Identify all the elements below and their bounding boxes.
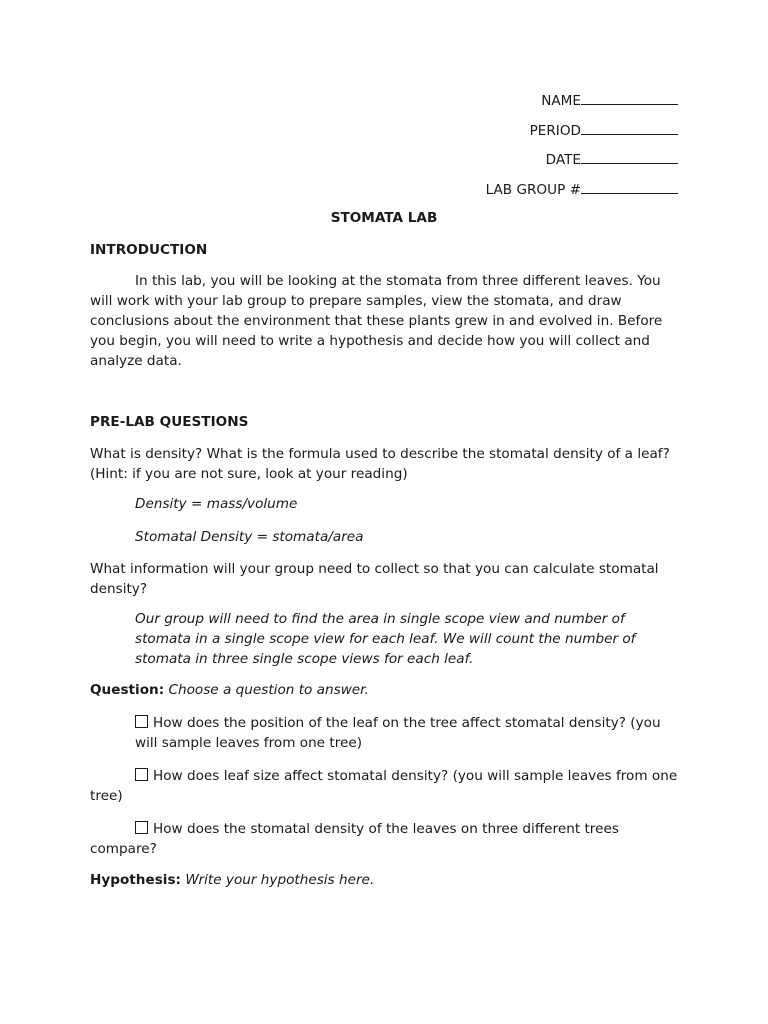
- question-prompt: Choose a question to answer.: [168, 682, 369, 698]
- checkbox-icon[interactable]: [135, 715, 148, 728]
- introduction-heading: INTRODUCTION: [90, 242, 208, 258]
- lab-group-label: LAB GROUP #: [485, 182, 581, 198]
- prelab-question-2: What information will your group need to collect so that you can calculate stomatal density?: [90, 561, 659, 597]
- hypothesis-line: [90, 870, 678, 890]
- question-line: [90, 680, 678, 700]
- lab-group-field: [486, 179, 678, 200]
- period-field: [530, 120, 678, 141]
- checkbox-icon[interactable]: [135, 821, 148, 834]
- question-option-3[interactable]: [90, 819, 678, 859]
- question-option-2-text: How does leaf size affect stomatal density? (you will sample leaves from one tree): [90, 768, 678, 804]
- date-label: DATE: [545, 152, 581, 168]
- name-field: [541, 90, 678, 111]
- lab-group-blank[interactable]: [581, 179, 678, 194]
- checkbox-icon[interactable]: [135, 768, 148, 781]
- prelab-heading: PRE-LAB QUESTIONS: [90, 414, 249, 430]
- question-option-3-text: How does the stomatal density of the leaves on three different trees compare?: [90, 821, 619, 857]
- question-label: Question:: [90, 682, 165, 698]
- page-title: STOMATA LAB: [330, 210, 438, 226]
- date-blank[interactable]: [581, 149, 678, 164]
- prelab-answer-1-line-2: Stomatal Density = stomata/area: [135, 529, 364, 545]
- question-option-1-text: How does the position of the leaf on the tree affect stomatal density? (you will sample leaves from one tree): [135, 715, 661, 751]
- prelab-answer-1-line-1: Density = mass/volume: [135, 496, 298, 512]
- prelab-answer-2: Our group will need to find the area in single scope view and number of stomata in a single scope view for each leaf. We will count the number of stomata in three single scope views for each leaf.: [135, 611, 636, 667]
- prelab-question-1: What is density? What is the formula used to describe the stomatal density of a leaf? (Hint: if you are not sure, look at your reading): [90, 446, 670, 482]
- hypothesis-prompt[interactable]: Write your hypothesis here.: [185, 872, 375, 888]
- question-option-1[interactable]: [90, 713, 678, 753]
- date-field: [546, 149, 678, 170]
- period-blank[interactable]: [581, 120, 678, 135]
- hypothesis-label: Hypothesis:: [90, 872, 181, 888]
- period-label: PERIOD: [529, 123, 581, 139]
- name-blank[interactable]: [581, 90, 678, 105]
- question-option-2[interactable]: [90, 766, 678, 806]
- introduction-body: In this lab, you will be looking at the stomata from three different leaves. You will work with your lab group to prepare samples, view the stomata, and draw conclusions about the environment that these plants grew in and evolved in. Before you begin, you will need to write a hypothesis and decide how you will collect and analyze data.: [90, 273, 663, 369]
- name-label: NAME: [541, 93, 581, 109]
